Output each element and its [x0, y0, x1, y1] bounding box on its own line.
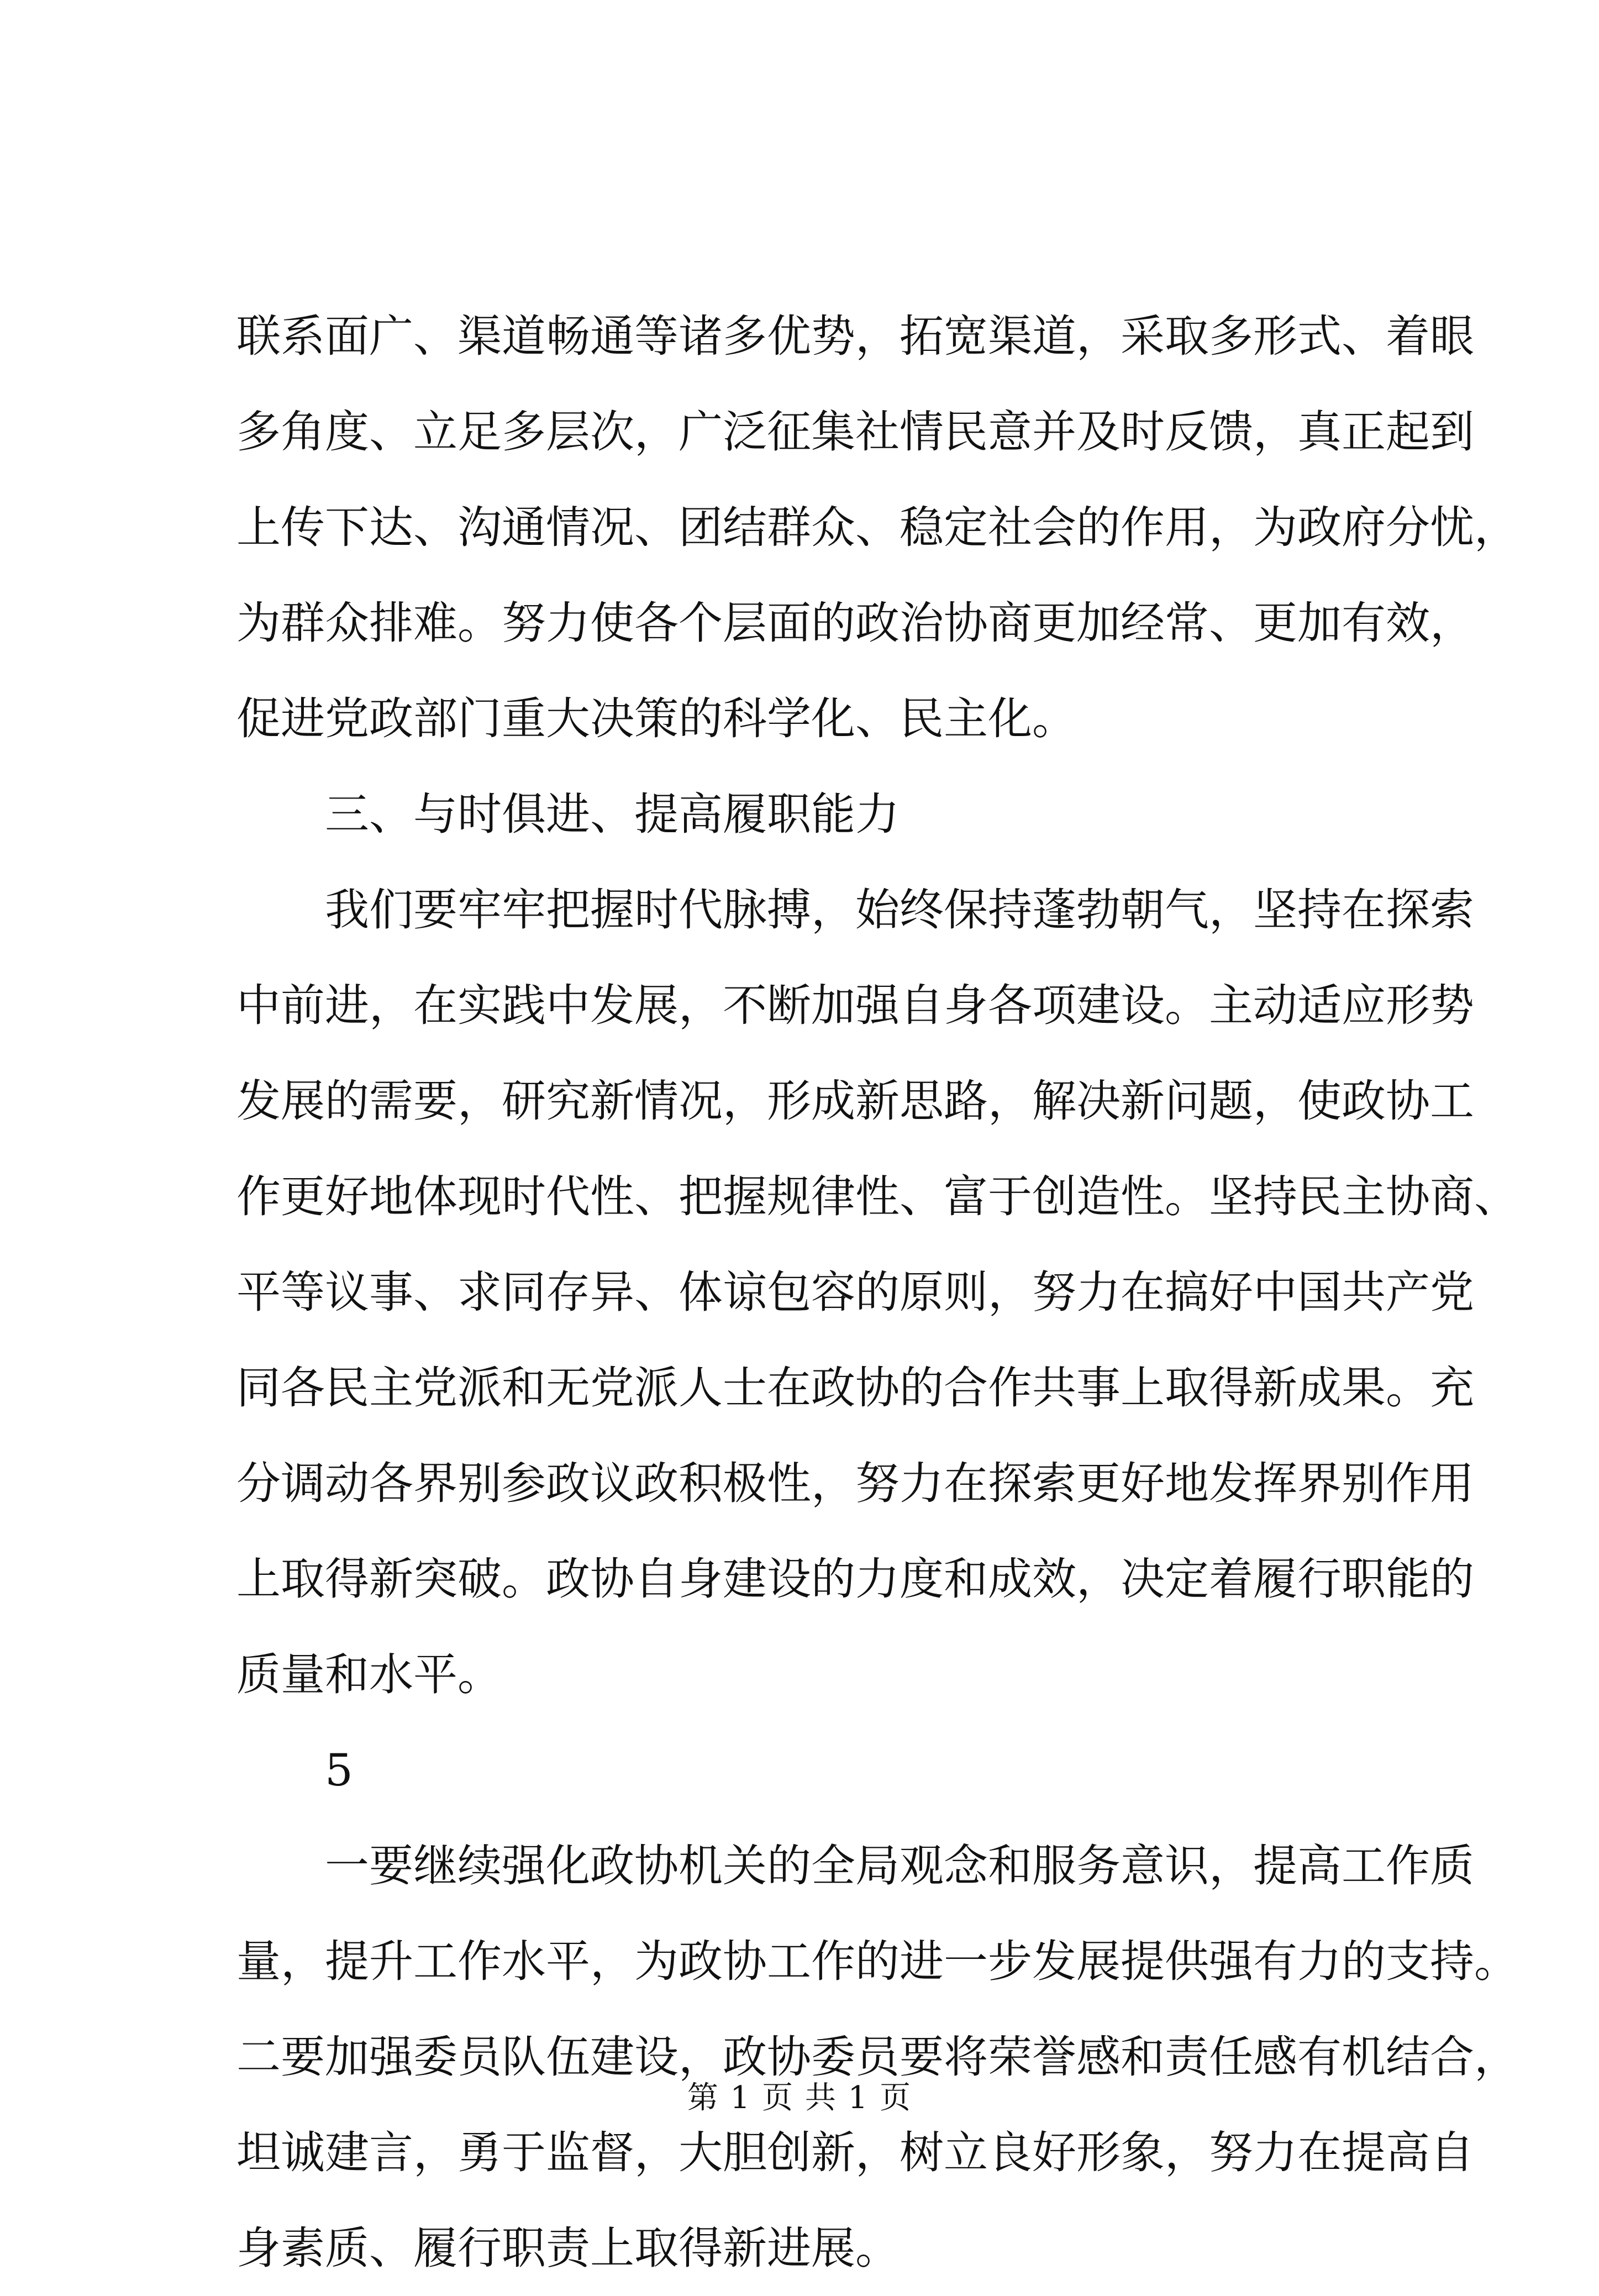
text-line: 联系面广、渠道畅通等诸多优势，拓宽渠道，采取多形式、着眼: [236, 311, 1474, 362]
page-number-marker: 5: [325, 1745, 353, 1796]
text-line: 二要加强委员队伍建设，政协委员要将荣誉感和责任感有机结合，: [236, 2031, 1518, 2083]
document-body: [236, 288, 1518, 2296]
text-line: 上取得新突破。政协自身建设的力度和成效，决定着履行职能的: [236, 1553, 1474, 1605]
text-line: 坦诚建言，勇于监督，大胆创新，树立良好形象，努力在提高自: [236, 2127, 1474, 2178]
text-line: 量，提升工作水平，为政协工作的进一步发展提供强有力的支持。: [236, 1936, 1518, 1987]
text-line: 同各民主党派和无党派人士在政协的合作共事上取得新成果。充: [236, 1362, 1474, 1414]
text-line: 一要继续强化政协机关的全局观念和服务意识，提高工作质: [325, 1840, 1474, 1892]
text-line: 中前进，在实践中发展，不断加强自身各项建设。主动适应形势: [236, 980, 1474, 1031]
text-line: 平等议事、求同存异、体谅包容的原则，努力在搞好中国共产党: [236, 1267, 1474, 1318]
text-line: 上传下达、沟通情况、团结群众、稳定社会的作用，为政府分忧，: [236, 502, 1518, 553]
text-line: 多角度、立足多层次，广泛征集社情民意并及时反馈，真正起到: [236, 406, 1474, 458]
text-line: 分调动各界别参政议政积极性，努力在探索更好地发挥界别作用: [236, 1458, 1474, 1509]
text-line: 作更好地体现时代性、把握规律性、富于创造性。坚持民主协商、: [236, 1171, 1518, 1222]
text-line: 发展的需要，研究新情况，形成新思路，解决新问题，使政协工: [236, 1075, 1474, 1127]
section-heading: 三、与时俱进、提高履职能力: [325, 789, 900, 840]
text-line: 身素质、履行职责上取得新进展。: [236, 2223, 900, 2274]
text-line: 我们要牢牢把握时代脉搏，始终保持蓬勃朝气，坚持在探索: [325, 884, 1474, 936]
text-line: 促进党政部门重大决策的科学化、民主化。: [236, 693, 1076, 744]
text-line: 质量和水平。: [236, 1649, 502, 1700]
page-footer: 第 1 页 共 1 页: [687, 2080, 912, 2116]
text-line: 为群众排难。努力使各个层面的政治协商更加经常、更加有效，: [236, 597, 1474, 649]
